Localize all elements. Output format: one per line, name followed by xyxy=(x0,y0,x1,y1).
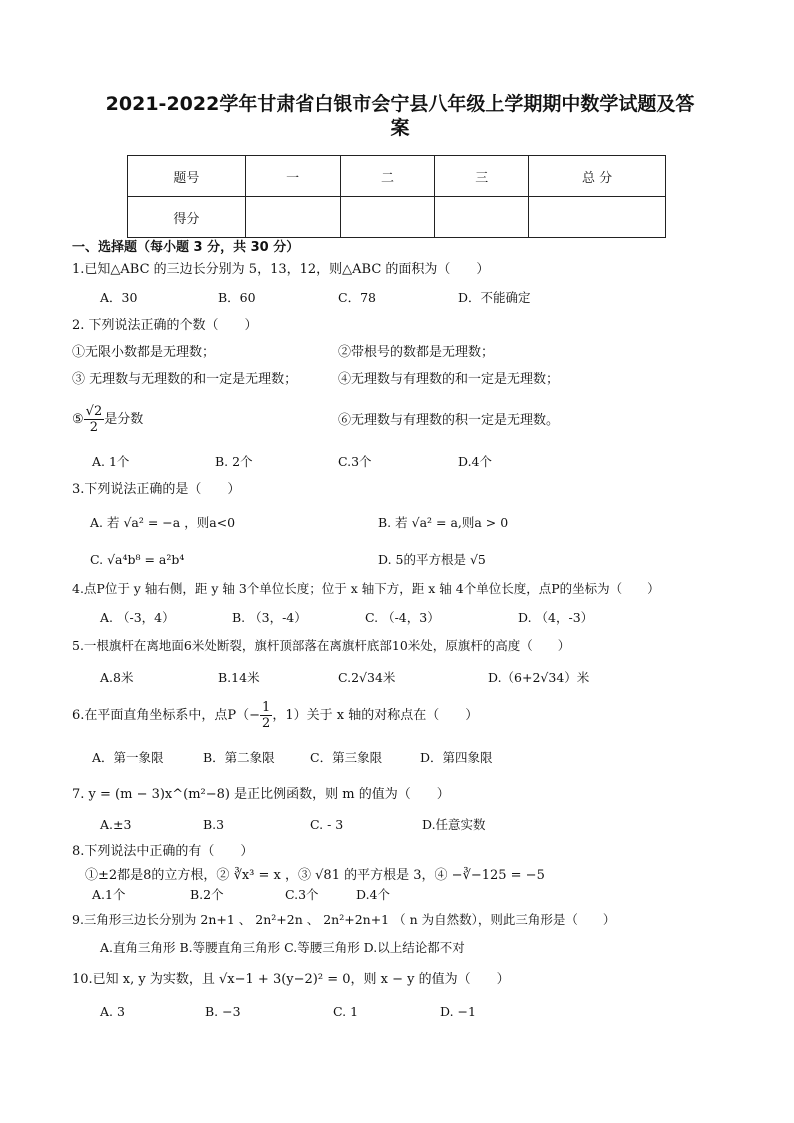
question-2-stem: 2. 下列说法正确的个数（ ） xyxy=(72,318,258,333)
q8-option-d: D.4个 xyxy=(356,887,391,902)
fraction-denominator: 2 xyxy=(262,716,271,731)
fraction xyxy=(84,404,105,435)
q2-s5-prefix: ⑤ xyxy=(72,412,84,427)
table-cell: 二 xyxy=(340,156,435,197)
q4-option-c: C. （-4，3） xyxy=(365,610,440,625)
fraction-numerator: √2 xyxy=(85,404,103,419)
title-line-2: 案 xyxy=(390,117,410,139)
table-cell: 得分 xyxy=(128,197,246,238)
q3-option-c: C. √a⁴b⁸ = a²b⁴ xyxy=(90,552,185,567)
q5-option-b: B.14米 xyxy=(218,670,260,685)
q6-option-a: A．第一象限 xyxy=(92,750,164,765)
question-9-stem: 9.三角形三边长分别为 2n+1 、 2n²+2n 、 2n²+2n+1 （ n 为自然数），则此三角形是（ ） xyxy=(72,912,616,927)
q5-option-d: D.（6+2√34）米 xyxy=(488,670,590,685)
q9-options: A.直角三角形 B.等腰直角三角形 C.等腰三角形 D.以上结论都不对 xyxy=(100,940,465,955)
title-line-1: 2021-2022学年甘肃省白银市会宁县八年级上学期期中数学试题及答 xyxy=(105,93,695,115)
q2-option-a: A. 1个 xyxy=(92,454,130,469)
fraction-denominator: 2 xyxy=(89,420,99,435)
q6-stem-suffix: ，1）关于 x 轴的对称点在（ ） xyxy=(272,708,479,723)
q8-option-b: B.2个 xyxy=(190,887,224,902)
question-1-stem: 1.已知△ABC 的三边长分别为 5，13，12，则△ABC 的面积为（ ） xyxy=(72,262,490,277)
q2-option-b: B. 2个 xyxy=(215,454,253,469)
section-heading: 一、选择题（每小题 3 分，共 30 分） xyxy=(72,240,300,255)
question-8-stem: 8.下列说法中正确的有（ ） xyxy=(72,844,254,859)
question-6-stem xyxy=(72,697,478,735)
q10-option-b: B. −3 xyxy=(205,1004,241,1019)
q2-statement-6: ⑥无理数与有理数的积一定是无理数。 xyxy=(338,413,560,428)
q2-statement-1: ①无限小数都是无理数； xyxy=(72,345,216,360)
q5-option-a: A.8米 xyxy=(100,670,134,685)
q4-option-b: B. （3，-4） xyxy=(232,610,307,625)
q1-option-d: D．不能确定 xyxy=(458,290,531,305)
q6-stem-prefix: 6.在平面直角坐标系中，点P（− xyxy=(72,708,261,723)
question-3-stem: 3.下列说法正确的是（ ） xyxy=(72,482,241,497)
q7-option-d: D.任意实数 xyxy=(422,817,486,832)
q1-option-a: A．30 xyxy=(100,290,138,305)
table-cell: 三 xyxy=(435,156,529,197)
q6-option-c: C．第三象限 xyxy=(310,750,383,765)
q10-option-a: A. 3 xyxy=(100,1004,125,1019)
q2-option-c: C.3个 xyxy=(338,454,372,469)
q8-statements: ①±2都是8的立方根，② ∛x³ = x ，③ √81 的平方根是 3，④ −∛−125 = −5 xyxy=(85,868,545,883)
question-10-stem: 10.已知 x, y 为实数，且 √x−1 + 3(y−2)² = 0，则 x − y 的值为（ ） xyxy=(72,972,510,987)
q1-option-c: C．78 xyxy=(338,290,376,305)
q1-option-b: B．60 xyxy=(218,290,256,305)
question-7-stem: 7. y = (m − 3)x^(m²−8) 是正比例函数，则 m 的值为（ ） xyxy=(72,787,450,802)
score-input-cell[interactable] xyxy=(245,197,340,238)
q7-option-c: C. - 3 xyxy=(310,817,344,832)
table-cell: 题号 xyxy=(128,156,246,197)
table-row xyxy=(128,156,666,197)
q6-option-d: D．第四象限 xyxy=(420,750,493,765)
page-title xyxy=(70,92,730,140)
score-input-cell[interactable] xyxy=(340,197,435,238)
table-cell: 总 分 xyxy=(529,156,666,197)
score-input-cell[interactable] xyxy=(529,197,666,238)
q2-statement-4: ④无理数与有理数的和一定是无理数； xyxy=(338,372,560,387)
q8-option-c: C.3个 xyxy=(285,887,319,902)
question-4-stem: 4.点P位于 y 轴右侧，距 y 轴 3个单位长度；位于 x 轴下方，距 x 轴 4个单位长度，点P的坐标为（ ） xyxy=(72,581,660,596)
q10-option-c: C. 1 xyxy=(333,1004,359,1019)
q5-option-c: C.2√34米 xyxy=(338,670,396,685)
q10-option-d: D. −1 xyxy=(440,1004,476,1019)
q6-option-b: B．第二象限 xyxy=(203,750,275,765)
q4-option-d: D. （4，-3） xyxy=(518,610,594,625)
q7-option-a: A.±3 xyxy=(100,817,132,832)
table-cell: 一 xyxy=(245,156,340,197)
fraction-numerator: 1 xyxy=(262,700,271,715)
q3-option-d: D. 5的平方根是 √5 xyxy=(378,552,486,567)
question-5-stem: 5.一根旗杆在离地面6米处断裂，旗杆顶部落在离旗杆底部10米处，原旗杆的高度（ ） xyxy=(72,638,571,653)
q2-statement-2: ②带根号的数都是无理数； xyxy=(338,345,495,360)
q7-option-b: B.3 xyxy=(203,817,225,832)
q3-option-b: B. 若 √a² = a,则a > 0 xyxy=(378,515,509,530)
q2-statement-3: ③ 无理数与无理数的和一定是无理数； xyxy=(72,372,298,387)
q8-option-a: A.1个 xyxy=(92,887,126,902)
fraction xyxy=(260,700,272,731)
q2-statement-5 xyxy=(72,402,143,438)
q3-option-a: A. 若 √a² = −a ，则a<0 xyxy=(90,515,236,530)
table-row xyxy=(128,197,666,238)
q2-option-d: D.4个 xyxy=(458,454,493,469)
q2-s5-suffix: 是分数 xyxy=(104,412,144,427)
q4-option-a: A. （-3，4） xyxy=(100,610,175,625)
score-table xyxy=(127,155,666,238)
score-input-cell[interactable] xyxy=(435,197,529,238)
